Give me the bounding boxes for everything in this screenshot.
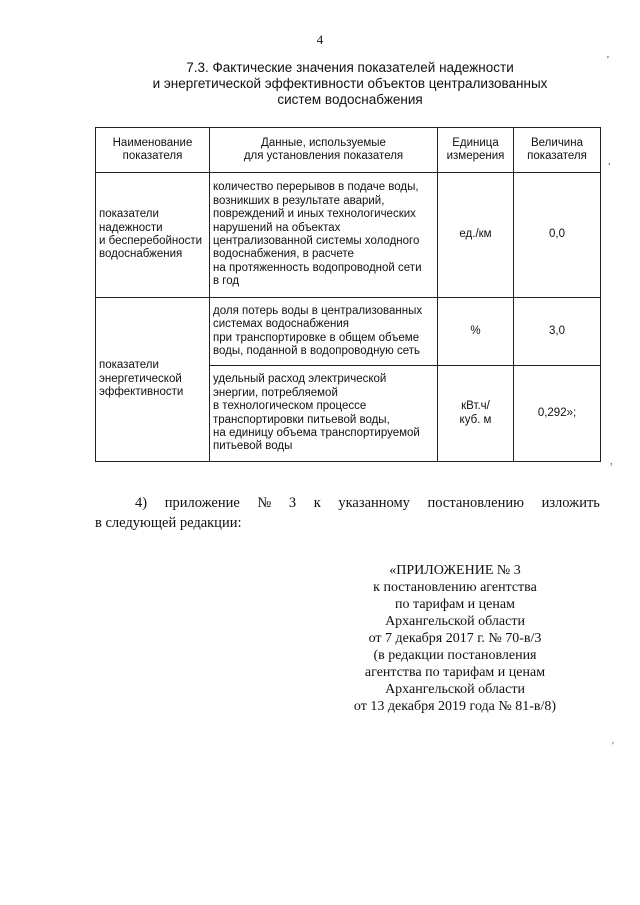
- page-number: 4: [316, 32, 324, 47]
- reliability-indicator-data: количество перерывов в подаче воды, возникших в результате аварий, повреждений и иных технологических нарушений на объектах централизованной системы холодного водоснабжения, в расчете на протяженность водопроводной сети в год: [210, 173, 438, 298]
- appendix-line: агентства по тарифам и ценам: [364, 665, 546, 680]
- energy-consumption-data: удельный расход электрической энергии, потребляемой в технологическом процессе транспортировки питьевой воды, на единицу объема транспортируемой питьевой воды: [210, 366, 438, 462]
- table-row: [96, 173, 601, 298]
- reliability-unit: ед./км: [438, 173, 514, 298]
- appendix-header: [330, 562, 580, 715]
- section-heading: [100, 60, 600, 108]
- water-loss-value: 3,0: [514, 298, 601, 366]
- table-header-row: [96, 128, 601, 173]
- indicators-table: [95, 127, 601, 462]
- reliability-value: 0,0: [514, 173, 601, 298]
- appendix-line: по тарифам и ценам: [395, 597, 515, 612]
- scan-speck: ': [612, 740, 614, 752]
- header-data: Данные, используемые для установления показателя: [210, 128, 438, 173]
- paragraph-line-2: в следующей редакции:: [95, 515, 242, 531]
- scan-speck: ,: [610, 455, 613, 467]
- paragraph-line-1: 4) приложение № 3 к указанному постановлению изложить: [135, 495, 600, 511]
- amendment-paragraph: [95, 493, 600, 533]
- energy-consumption-value: 0,292»;: [514, 366, 601, 462]
- scan-speck: ‚: [606, 48, 610, 60]
- scan-speck: ,: [608, 155, 611, 167]
- reliability-indicator-name: показатели надежности и бесперебойности водоснабжения: [96, 173, 210, 298]
- header-unit: Единица измерения: [438, 128, 514, 173]
- appendix-line: Архангельской области: [385, 682, 525, 697]
- heading-line: и энергетической эффективности объектов централизованных: [152, 76, 548, 91]
- header-name: Наименование показателя: [96, 128, 210, 173]
- appendix-line: (в редакции постановления: [373, 648, 537, 663]
- efficiency-indicator-name: показатели энергетической эффективности: [96, 298, 210, 462]
- energy-consumption-unit: кВт.ч/ куб. м: [438, 366, 514, 462]
- heading-line: 7.3. Фактические значения показателей надежности: [186, 60, 514, 75]
- water-loss-data: доля потерь воды в централизованных системах водоснабжения при транспортировке в общем объеме воды, поданной в водопроводную сеть: [210, 298, 438, 366]
- header-value: Величина показателя: [514, 128, 601, 173]
- table-row: [96, 298, 601, 366]
- appendix-line: к постановлению агентства: [373, 580, 537, 595]
- water-loss-unit: %: [438, 298, 514, 366]
- appendix-line: от 7 декабря 2017 г. № 70-в/3: [368, 631, 542, 646]
- heading-line: систем водоснабжения: [277, 92, 423, 107]
- appendix-line: «ПРИЛОЖЕНИЕ № 3: [389, 563, 521, 578]
- appendix-line: от 13 декабря 2019 года № 81-в/8): [353, 699, 557, 714]
- appendix-line: Архангельской области: [385, 614, 525, 629]
